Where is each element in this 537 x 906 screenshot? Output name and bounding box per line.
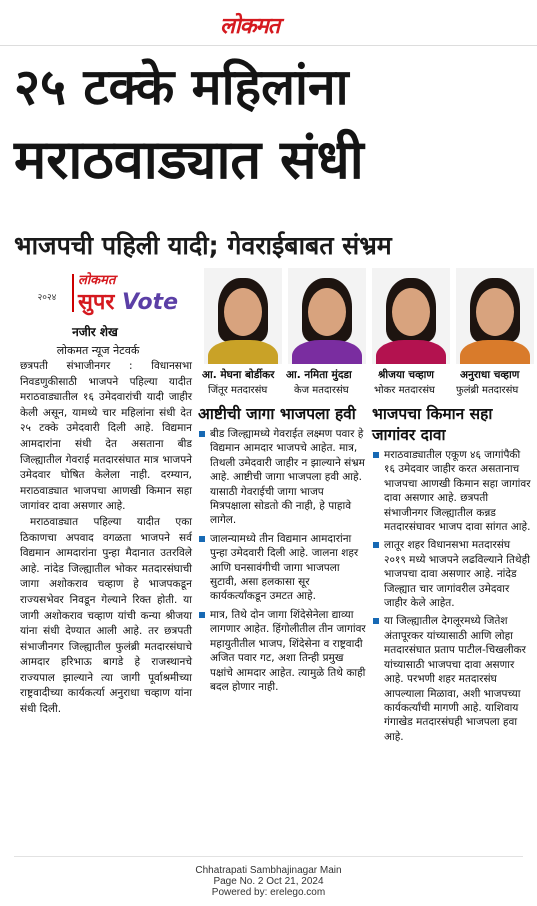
candidate-name: श्रीजया चव्हाण bbox=[378, 369, 434, 381]
vote-sup: सुपर bbox=[78, 290, 123, 315]
candidate-portrait bbox=[288, 268, 366, 364]
candidate-name: आ. मेघना बोर्डीकर bbox=[202, 369, 275, 381]
section-title: आष्टीची जागा भाजपला हवी bbox=[198, 405, 356, 423]
bullet-item: मात्र, तिथे दोन जागा शिंदेसेनेला द्याव्या लागणार आहेत. हिंगोलीतील तीन जागांवर महायुतीतील भाजप, शिंदेसेना व राष्ट्रवादी अजित पवार गट, अशा तिन्ही प्रमुख पक्षांचे आमदार आहेत. त्यामुळे तिथे काही बदल होणार नाही. bbox=[198, 608, 366, 694]
bullet-item: जालन्यामध्ये तीन विद्यमान आमदारांना पुन्हा उमेदवारी दिली आहे. जालना शहर आणि घनसावंगीची जागा भाजपला सुटावी, असा हलकासा सूर कार्यकर्त्यांकडून उमटत आहे. bbox=[198, 532, 366, 604]
candidate-portrait bbox=[204, 268, 282, 364]
page-footer bbox=[0, 865, 537, 898]
subheadline: भाजपची पहिली यादी; गेवराईबाबत संभ्रम bbox=[14, 231, 392, 260]
vote-title bbox=[78, 286, 178, 316]
masthead bbox=[0, 0, 537, 46]
candidate-seat: केज मतदारसंघ bbox=[294, 385, 349, 396]
candidate-photo-1 bbox=[204, 268, 282, 364]
candidate-portrait bbox=[372, 268, 450, 364]
vote-year: २०२४ bbox=[22, 274, 74, 312]
vote-word: Vote bbox=[122, 290, 179, 315]
byline-author: नजीर शेख bbox=[72, 325, 118, 339]
candidate-photo-4 bbox=[456, 268, 534, 364]
section-six-seats bbox=[372, 404, 534, 748]
byline-agency: लोकमत न्यूज नेटवर्क bbox=[56, 344, 140, 357]
candidate-photos bbox=[198, 268, 536, 396]
footer-edition: Chhatrapati Sambhajinagar Main bbox=[195, 865, 342, 876]
candidate-name: अनुराधा चव्हाण bbox=[460, 369, 520, 381]
footer-powered[interactable]: Powered by: erelego.com bbox=[211, 887, 326, 898]
candidate-seat: फुलंब्री मतदारसंघ bbox=[456, 385, 519, 396]
headline-line-1: २५ टक्के महिलांना bbox=[14, 58, 349, 116]
bullet-item: लातूर शहर विधानसभा मतदारसंघ २०१९ मध्ये भाजपने लढविल्याने तिथेही भाजपचा दावा असणार आहे. नांदेड जिल्ह्यात चार जागांवरील उमेदवार जाहीर केले आहेत. bbox=[372, 538, 534, 610]
newspaper-logo: लोकमत bbox=[220, 13, 280, 39]
article-main-column bbox=[20, 359, 192, 718]
footer-divider bbox=[14, 856, 523, 857]
candidate-seat: भोकर मतदारसंघ bbox=[374, 385, 435, 396]
super-vote-logo bbox=[22, 268, 182, 316]
section-ashti bbox=[198, 404, 366, 698]
bullet-item: या जिल्ह्यातील देगलूरमध्ये जितेश अंतापूरकर यांच्यासाठी आणि लोहा मतदारसंघात प्रताप पाटील-चिखलीकर यांच्यासाठी भाजपचा दावा असणार आहे. परभणी शहर मतदारसंघ आपल्याला मिळावा, अशी भाजपच्या कार्यकर्त्यांची मागणी आहे. याशिवाय गंगाखेड मतदारसंघही भाजपला हवा आहे. bbox=[372, 614, 534, 744]
candidate-seat: जिंतूर मतदारसंघ bbox=[208, 385, 268, 396]
candidate-name: आ. नमिता मुंदडा bbox=[286, 369, 352, 381]
headline-line-2: मराठवाड्यात संधी bbox=[14, 128, 364, 191]
article-paragraph: छत्रपती संभाजीनगर : विधानसभा निवडणुकीसाठी भाजपने पहिल्या यादीत मराठवाड्यातील १६ उमेदवारांची यादी जाहीर केली असून, यामध्ये चार महिलांना संधी देत २५ टक्के उमेदवारी दिली आहे. विद्यमान आमदारांना संधी देत असताना बीड जिल्ह्यातील गेवराई मतदारसंघात मात्र भाजपने उमेदवार घोषित केलेला नाही. दरम्यान, मराठवाड्यात भाजपचा आणखी किमान सहा जागांवर दावा असणार आहे. bbox=[20, 360, 192, 513]
section-title: भाजपचा किमान सहा जागांवर दावा bbox=[372, 405, 493, 444]
vote-brand: लोकमत bbox=[78, 273, 116, 288]
candidate-portrait bbox=[456, 268, 534, 364]
bullet-item: बीड जिल्ह्यामध्ये गेवराईत लक्ष्मण पवार हे विद्यमान आमदार भाजपचे आहेत. मात्र, तिथली उमेदवारी जाहीर न झाल्याने संभ्रम आहे. आष्टीची जागा भाजपला हवी आहे. यासाठी गेवराईची जागा भाजप मित्रपक्षाला सोडतो की नाही, हे पाहावे लागेल. bbox=[198, 427, 366, 528]
article-paragraph: मराठवाड्यात पहिल्या यादीत एका ठिकाणचा अपवाद वगळता भाजपने सर्व विद्यमान आमदारांना पुन्हा मैदानात उतरविले आहे. नांदेड जिल्ह्यातील भोकर मतदारसंघाची जागा अशोकराव चव्हाण हे भाजपकडून राज्यसभेवर निवडून गेल्याने रिक्त होती. या जागी अशोकराव चव्हाण यांची कन्या श्रीजया यांना संधी देण्यात आली आहे. तर छत्रपती संभाजीनगर जिल्ह्यातील फुलंब्री मतदारसंघाचे आमदार हरिभाऊ बागडे हे राजस्थानचे राज्यपाल झाल्याने त्या जागी पूर्वाश्रमीच्या राष्ट्रवादीच्या कार्यकर्त्या अनुराधा चव्हाण यांना संधी दिली. bbox=[20, 515, 192, 716]
bullet-item: मराठवाड्यातील एकूण ४६ जागांपैकी १६ उमेदवार जाहीर करत असतानाच भाजपचा आणखी किमान सहा जागांवर दावा असणार आहे. छत्रपती संभाजीनगर जिल्ह्यातील कन्नड मतदारसंघावर भाजप दावा सांगत आहे. bbox=[372, 448, 534, 534]
candidate-photo-2 bbox=[288, 268, 366, 364]
candidate-photo-3 bbox=[372, 268, 450, 364]
footer-page: Page No. 2 Oct 21, 2024 bbox=[213, 876, 324, 887]
